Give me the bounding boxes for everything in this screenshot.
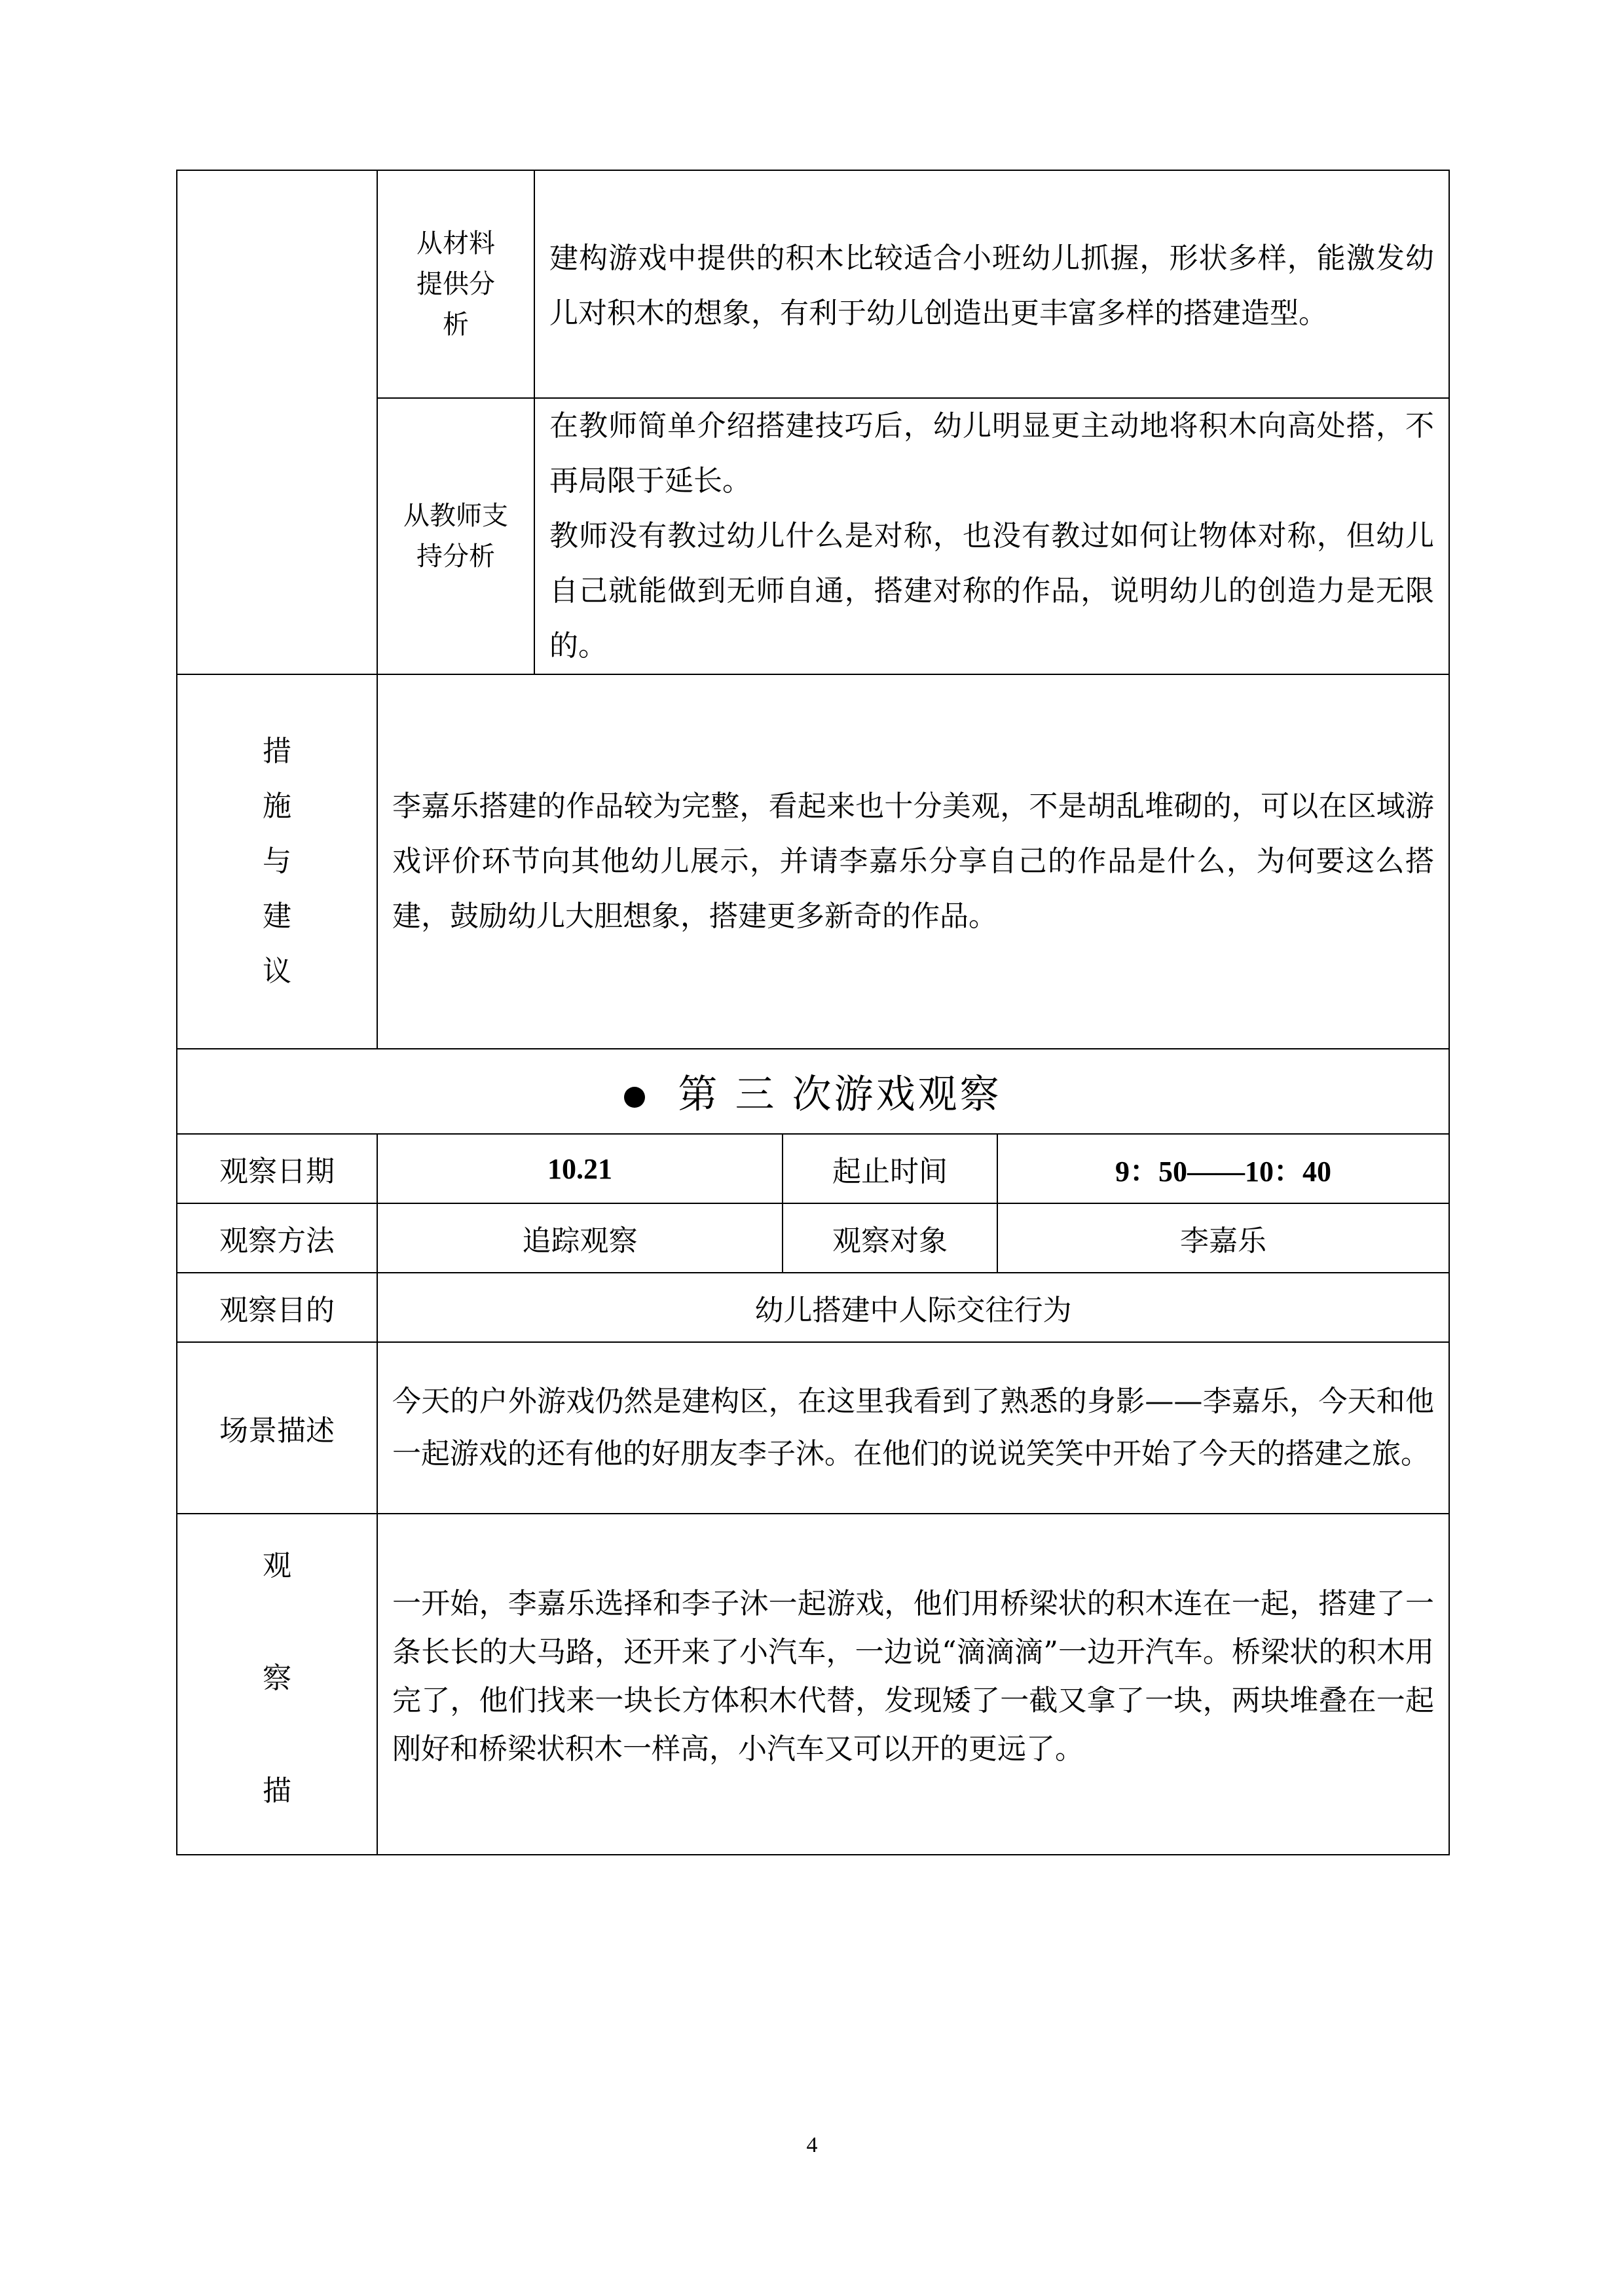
analysis-left-blank-cell — [177, 170, 377, 674]
teacher-analysis-text — [534, 398, 1449, 674]
date-value: 10.21 — [377, 1134, 783, 1203]
page-number: 4 — [806, 2133, 818, 2157]
scene-row — [177, 1342, 1449, 1514]
time-label: 起止时间 — [783, 1134, 997, 1203]
time-value: 9：50——10：40 — [997, 1134, 1449, 1203]
scene-text: 今天的户外游戏仍然是建构区，在这里我看到了熟悉的身影——李嘉乐，今天和他一起游戏的还有他的好朋友李子沐。在他们的说说笑笑中开始了今天的搭建之旅。 — [377, 1342, 1449, 1514]
materials-analysis-label: 从材料提供分析 — [377, 170, 534, 398]
goal-label: 观察目的 — [177, 1273, 377, 1342]
date-time-row — [177, 1134, 1449, 1203]
section-title: 第 三 次游戏观察 — [177, 1049, 1449, 1134]
goal-value: 幼儿搭建中人际交往行为 — [377, 1273, 1449, 1342]
observation-text: 一开始，李嘉乐选择和李子沐一起游戏，他们用桥梁状的积木连在一起，搭建了一条长长的大马路，还开来了小汽车，一边说“滴滴滴”一边开汽车。桥梁状的积木用完了，他们找来一块长方体积木代替，发现矮了一截又拿了一块，两块堆叠在一起刚好和桥梁状积木一样高，小汽车又可以开的更远了。 — [377, 1514, 1449, 1855]
method-value: 追踪观察 — [377, 1203, 783, 1273]
measures-text: 李嘉乐搭建的作品较为完整，看起来也十分美观，不是胡乱堆砌的，可以在区域游戏评价环节向其他幼儿展示，并请李嘉乐分享自己的作品是什么，为何要这么搭建，鼓励幼儿大胆想象，搭建更多新奇的作品。 — [377, 674, 1449, 1049]
section-banner-row — [177, 1049, 1449, 1134]
observation-row — [177, 1514, 1449, 1855]
materials-analysis-row — [177, 170, 1449, 398]
teacher-analysis-paragraph-1: 在教师简单介绍搭建技巧后，幼儿明显更主动地将积木向高处搭，不再局限于延长。 — [549, 409, 1435, 498]
materials-analysis-text: 建构游戏中提供的积木比较适合小班幼儿抓握，形状多样，能激发幼儿对积木的想象，有利于幼儿创造出更丰富多样的搭建造型。 — [534, 170, 1449, 398]
observation-label: 观 察 描 — [177, 1514, 377, 1855]
method-subject-row — [177, 1203, 1449, 1273]
scene-label: 场景描述 — [177, 1342, 377, 1514]
teacher-analysis-label: 从教师支持分析 — [377, 398, 534, 674]
subject-label: 观察对象 — [783, 1203, 997, 1273]
measures-label: 措 施 与 建 议 — [177, 674, 377, 1049]
method-label: 观察方法 — [177, 1203, 377, 1273]
goal-row — [177, 1273, 1449, 1342]
observation-table — [176, 170, 1450, 1855]
teacher-analysis-paragraph-2: 教师没有教过幼儿什么是对称，也没有教过如何让物体对称，但幼儿自己就能做到无师自通，搭建对称的作品，说明幼儿的创造力是无限的。 — [549, 519, 1435, 663]
date-label: 观察日期 — [177, 1134, 377, 1203]
bullet-icon — [624, 1087, 645, 1108]
measures-row — [177, 674, 1449, 1049]
subject-value: 李嘉乐 — [997, 1203, 1449, 1273]
